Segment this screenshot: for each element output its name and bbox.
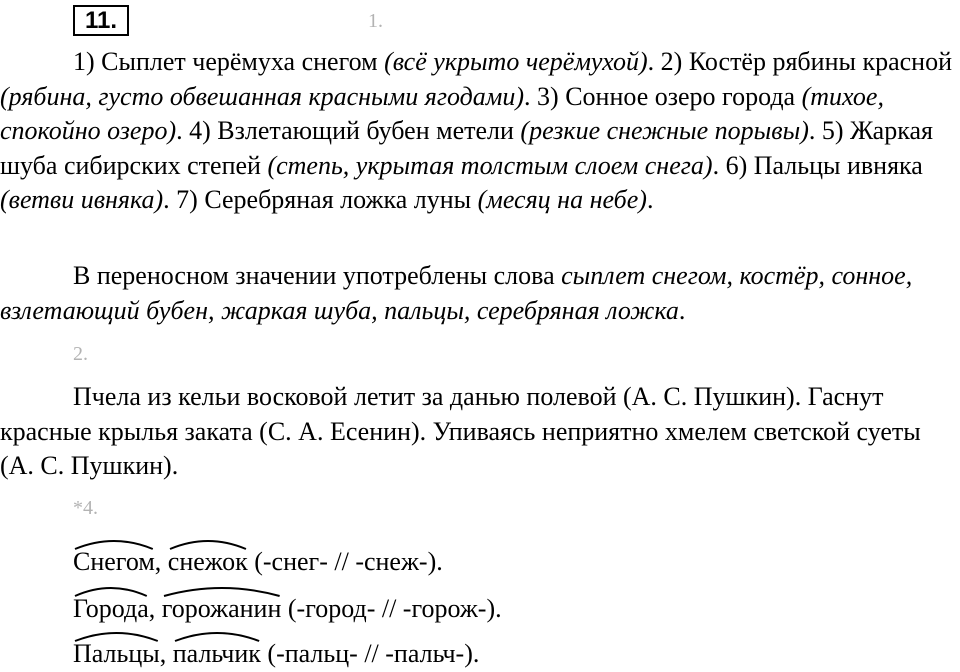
item-2: 2) Костёр рябины красной (рябина, густо обвешанная красными ягодами). — [0, 47, 952, 111]
root-line-3: Пальцы, пальчик (-пальц- // -пальч-). — [73, 637, 479, 671]
section-number-2: 2. — [73, 343, 88, 365]
root-arc-icon — [162, 583, 282, 597]
exercise-number: 11. — [73, 5, 129, 36]
item-3: 3) Сонное озеро города (тихое, спокойно озеро). — [0, 81, 884, 145]
root-line-2: Города, горожанин (-город- // -горож-). — [73, 592, 502, 626]
root-word: снежок — [168, 545, 248, 580]
item-5: 5) Жаркая шуба сибирских степей (степь, укрытая толстым слоем снега). — [0, 116, 933, 180]
item-4: 4) Взлетающий бубен метели (резкие снежные порывы). — [189, 116, 816, 145]
section-1-paragraph — [0, 45, 960, 218]
item-1: 1) Сыплет черёмуха снегом (всё укрыто черёмухой). — [73, 47, 655, 76]
root-word: Снегом — [73, 545, 155, 580]
root-word: горожанин — [162, 592, 282, 627]
section-1-text — [0, 45, 960, 218]
root-arc-icon — [73, 536, 155, 550]
root-arc-icon — [173, 628, 261, 642]
section-2-paragraph — [0, 380, 960, 484]
item-6: 6) Пальцы ивняка (ветви ивняка). — [0, 150, 923, 214]
section-number-1: 1. — [368, 10, 383, 32]
root-word: Города — [73, 592, 149, 627]
section-1-summary: В переносном значении употреблены слова сыплет снегом, костёр, сонное, взлетающий бубен, жаркая шуба, пальцы, серебряная ложка. — [0, 261, 913, 325]
root-arc-icon — [73, 583, 149, 597]
root-line-1: Снегом, снежок (-снег- // -снеж-). — [73, 545, 443, 579]
section-number-4: *4. — [73, 497, 98, 519]
root-arc-icon — [168, 536, 248, 550]
root-word: Пальцы — [73, 637, 160, 672]
root-arc-icon — [73, 628, 160, 642]
section-2-text: Пчела из кельи восковой летит за данью полевой (А. С. Пушкин). Гаснут красные крылья заката (С. А. Есенин). Упиваясь неприятно хмелем светской суеты (А. С. Пушкин). — [0, 382, 921, 480]
item-7: 7) Серебряная ложка луны (месяц на небе). — [176, 185, 654, 214]
figurative-words: сыплет снегом, костёр, сонное, взлетающий бубен, жаркая шуба, пальцы, серебряная ложка — [0, 261, 913, 325]
root-word: пальчик — [173, 637, 261, 672]
